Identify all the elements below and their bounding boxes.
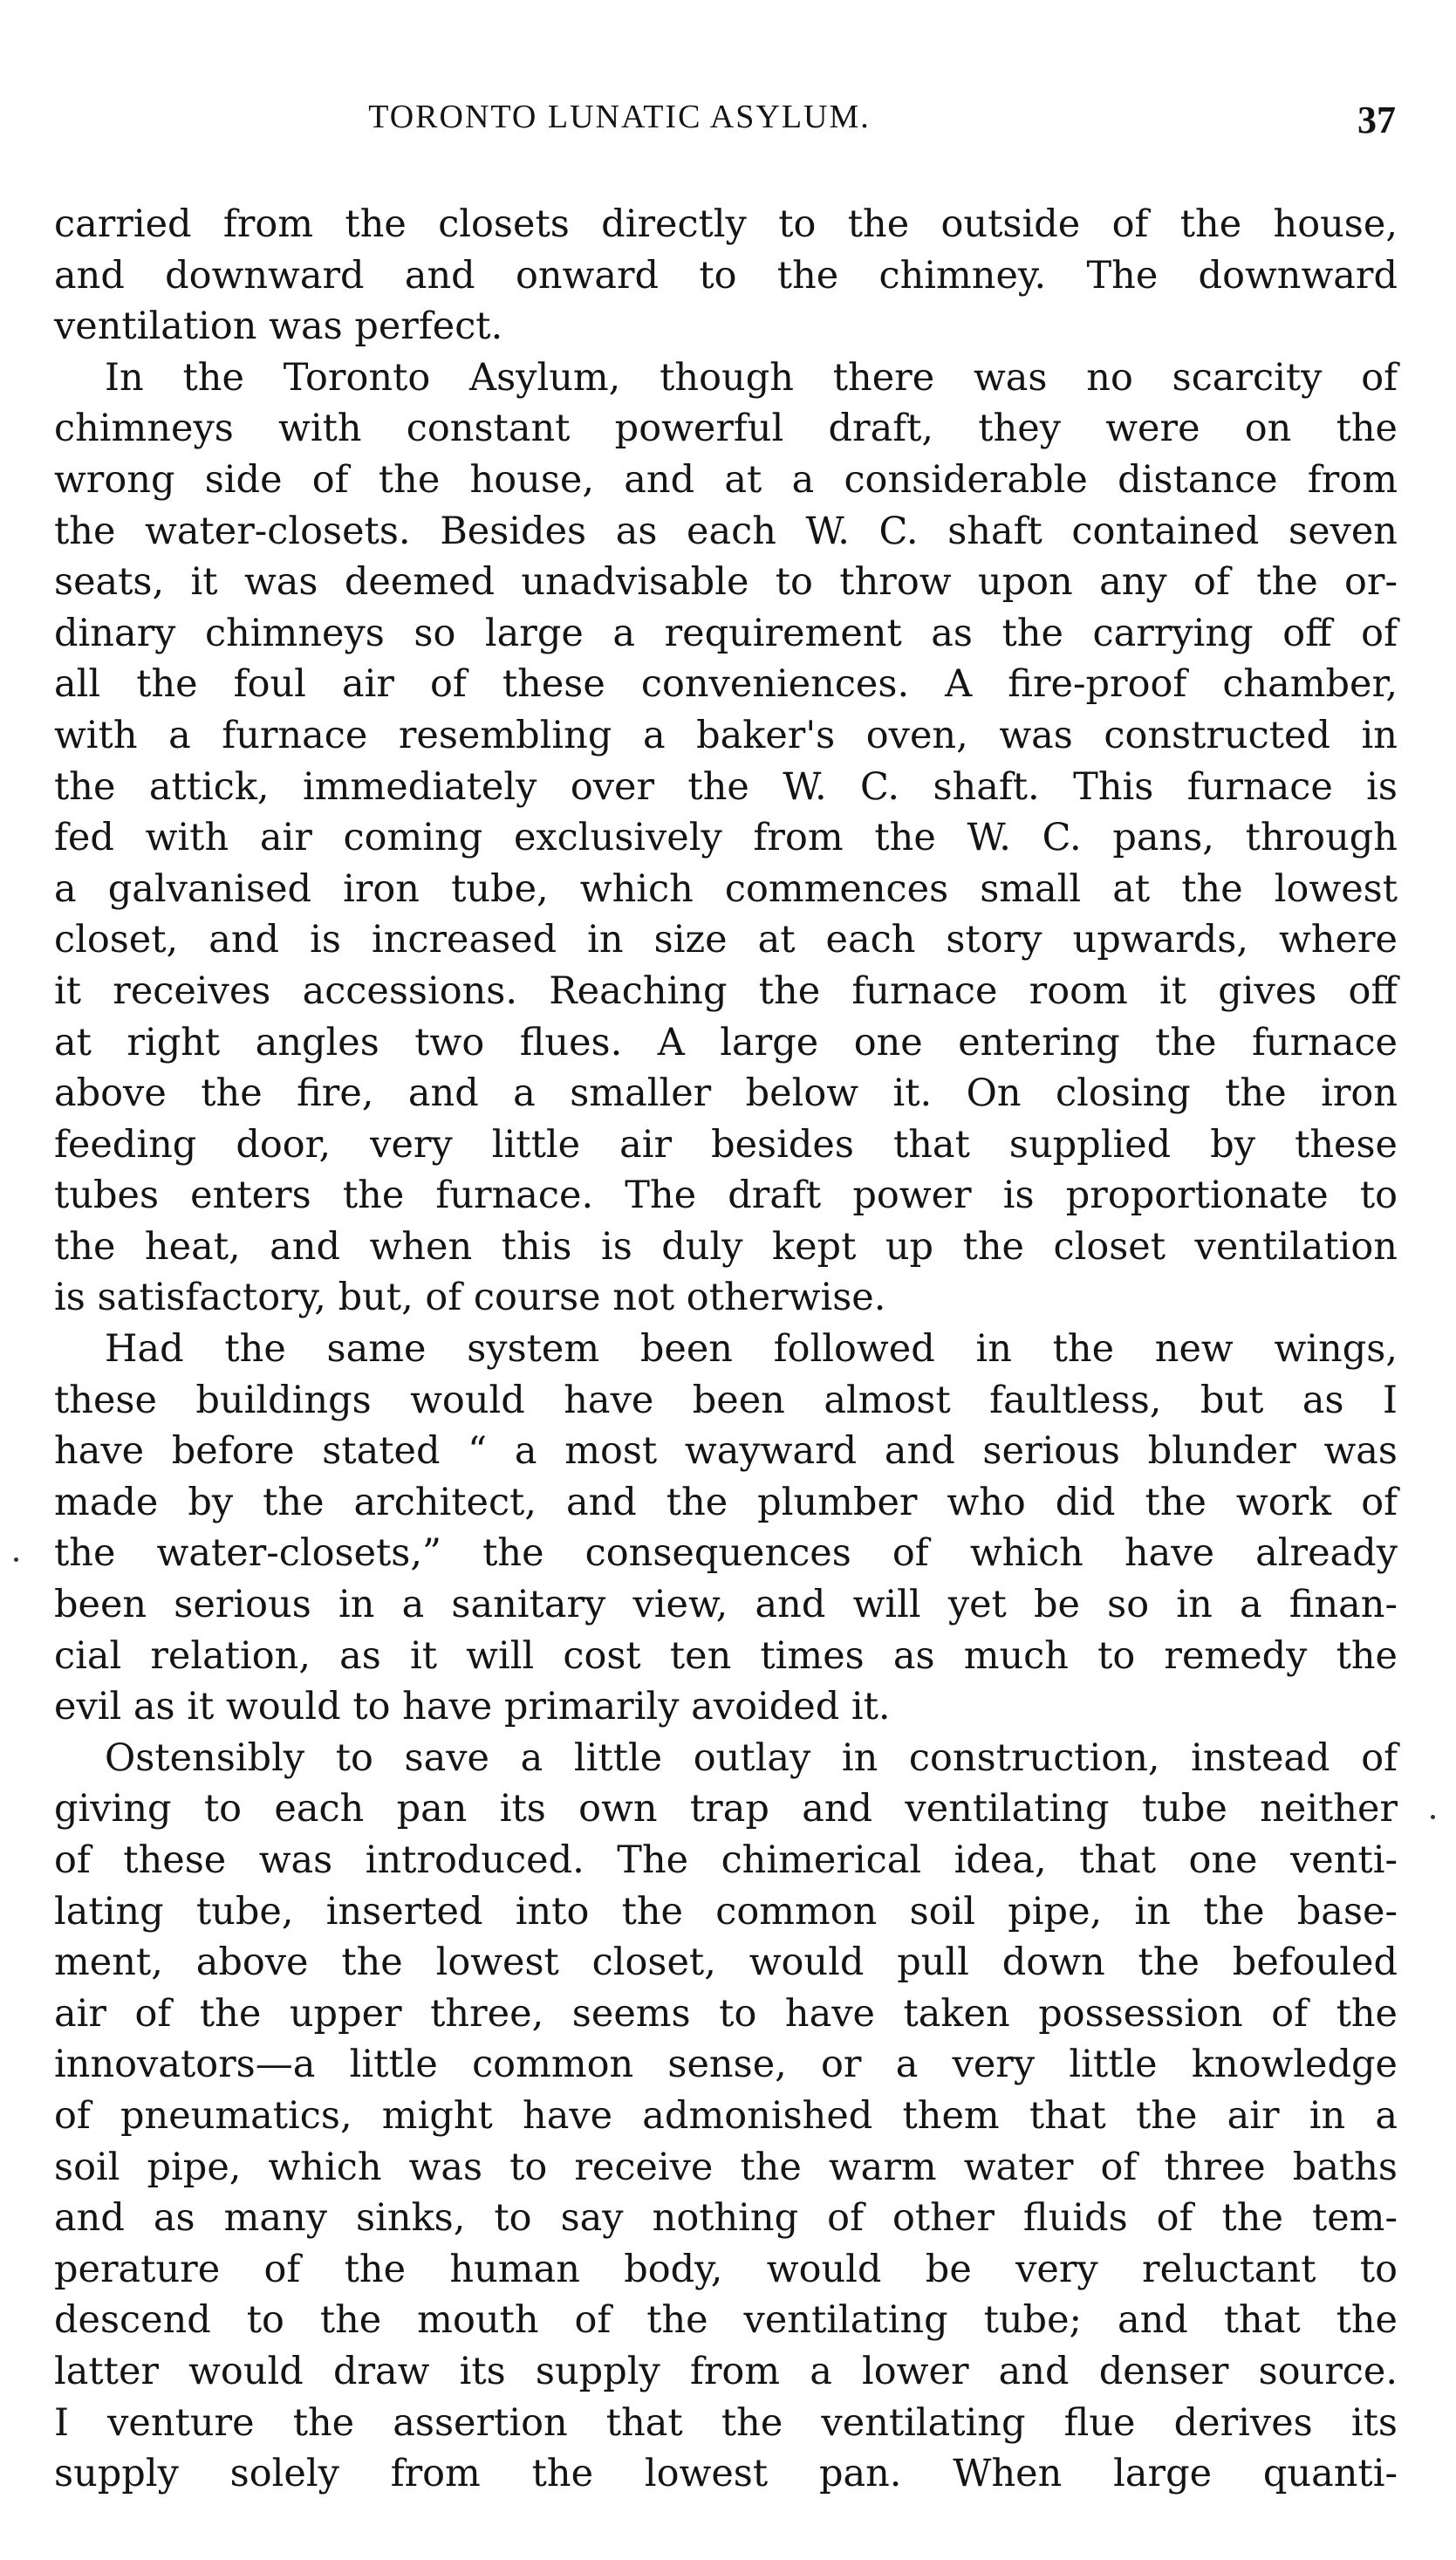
text-line: chimneys with constant powerful draft, they were on the (54, 407, 1398, 451)
text-line: dinary chimneys so large a requirement as the carrying off of (54, 611, 1398, 655)
text-line: tubes enters the furnace. The draft power is proportionate to (54, 1174, 1398, 1218)
text-line: fed with air coming exclusively from the W. C. pans, through (54, 816, 1398, 860)
text-line: of these was introduced. The chimerical idea, that one venti- (54, 1838, 1398, 1882)
text-line: seats, it was deemed unadvisable to throw upon any of the or- (54, 560, 1398, 605)
text-line: wrong side of the house, and at a considerable distance from (54, 457, 1398, 502)
text-line: the heat, and when this is duly kept up the closet ventilation (54, 1224, 1398, 1269)
text-line: I venture the assertion that the ventilating flue derives its (54, 2400, 1398, 2445)
running-title: TORONTO LUNATIC ASYLUM. (368, 99, 871, 135)
text-line: been serious in a sanitary view, and will yet be so in a finan- (54, 1583, 1398, 1627)
text-line: the water-closets,” the consequences of which have already (54, 1531, 1398, 1576)
body-text (54, 199, 1398, 2500)
page-number: 37 (1357, 99, 1396, 141)
text-line: latter would draw its supply from a lower and denser source. (54, 2349, 1398, 2393)
text-line: of pneumatics, might have admonished them that the air in a (54, 2093, 1398, 2138)
text-line: carried from the closets directly to the outside of the house, (54, 202, 1398, 246)
text-line: supply solely from the lowest pan. When large quanti- (54, 2452, 1398, 2496)
text-line: above the fire, and a smaller below it. On closing the iron (54, 1071, 1398, 1116)
print-speck (1431, 1815, 1435, 1819)
text-line: at right angles two flues. A large one entering the furnace (54, 1020, 1398, 1064)
text-line: descend to the mouth of the ventilating tube; and that the (54, 2298, 1398, 2343)
text-line: it receives accessions. Reaching the furnace room it gives off (54, 969, 1398, 1013)
text-line: ventilation was perfect. (54, 305, 503, 349)
text-line: In the Toronto Asylum, though there was no scarcity of (105, 355, 1398, 400)
text-line: lating tube, inserted into the common soil pipe, in the base- (54, 1889, 1398, 1934)
running-head (52, 98, 1396, 150)
text-line: cial relation, as it will cost ten times as much to remedy the (54, 1633, 1398, 1678)
text-line: the water-closets. Besides as each W. C. shaft contained seven (54, 509, 1398, 553)
text-line: air of the upper three, seems to have taken possession of the (54, 1991, 1398, 2036)
text-line: with a furnace resembling a baker's oven, was constructed in (54, 713, 1398, 757)
text-line: innovators—a little common sense, or a very little knowledge (54, 2043, 1398, 2087)
text-line: the attick, immediately over the W. C. shaft. This furnace is (54, 764, 1398, 809)
text-line: giving to each pan its own trap and ventilating tube neither (54, 1787, 1398, 1831)
text-line: a galvanised iron tube, which commences small at the lowest (54, 866, 1398, 911)
print-speck (14, 1557, 18, 1562)
text-line: all the foul air of these conveniences. A fire-proof chamber, (54, 662, 1398, 707)
text-line: soil pipe, which was to receive the warm water of three baths (54, 2145, 1398, 2189)
text-line: have before stated “ a most wayward and serious blunder was (54, 1429, 1398, 1474)
text-line: is satisfactory, but, of course not otherwise. (54, 1276, 886, 1320)
text-line: made by the architect, and the plumber who did the work of (54, 1480, 1398, 1524)
text-line: feeding door, very little air besides that supplied by these (54, 1122, 1398, 1167)
text-line: and downward and onward to the chimney. The downward (54, 253, 1398, 298)
text-line: perature of the human body, would be very reluctant to (54, 2247, 1398, 2291)
text-line: evil as it would to have primarily avoided it. (54, 1685, 891, 1729)
text-line: Ostensibly to save a little outlay in construction, instead of (105, 1735, 1398, 1780)
text-line: closet, and is increased in size at each story upwards, where (54, 918, 1398, 962)
text-line: and as many sinks, to say nothing of other fluids of the tem- (54, 2196, 1398, 2241)
text-line: these buildings would have been almost faultless, but as I (54, 1378, 1398, 1422)
text-line: Had the same system been followed in the new wings, (105, 1327, 1398, 1372)
text-line: ment, above the lowest closet, would pull down the befouled (54, 1941, 1398, 1985)
